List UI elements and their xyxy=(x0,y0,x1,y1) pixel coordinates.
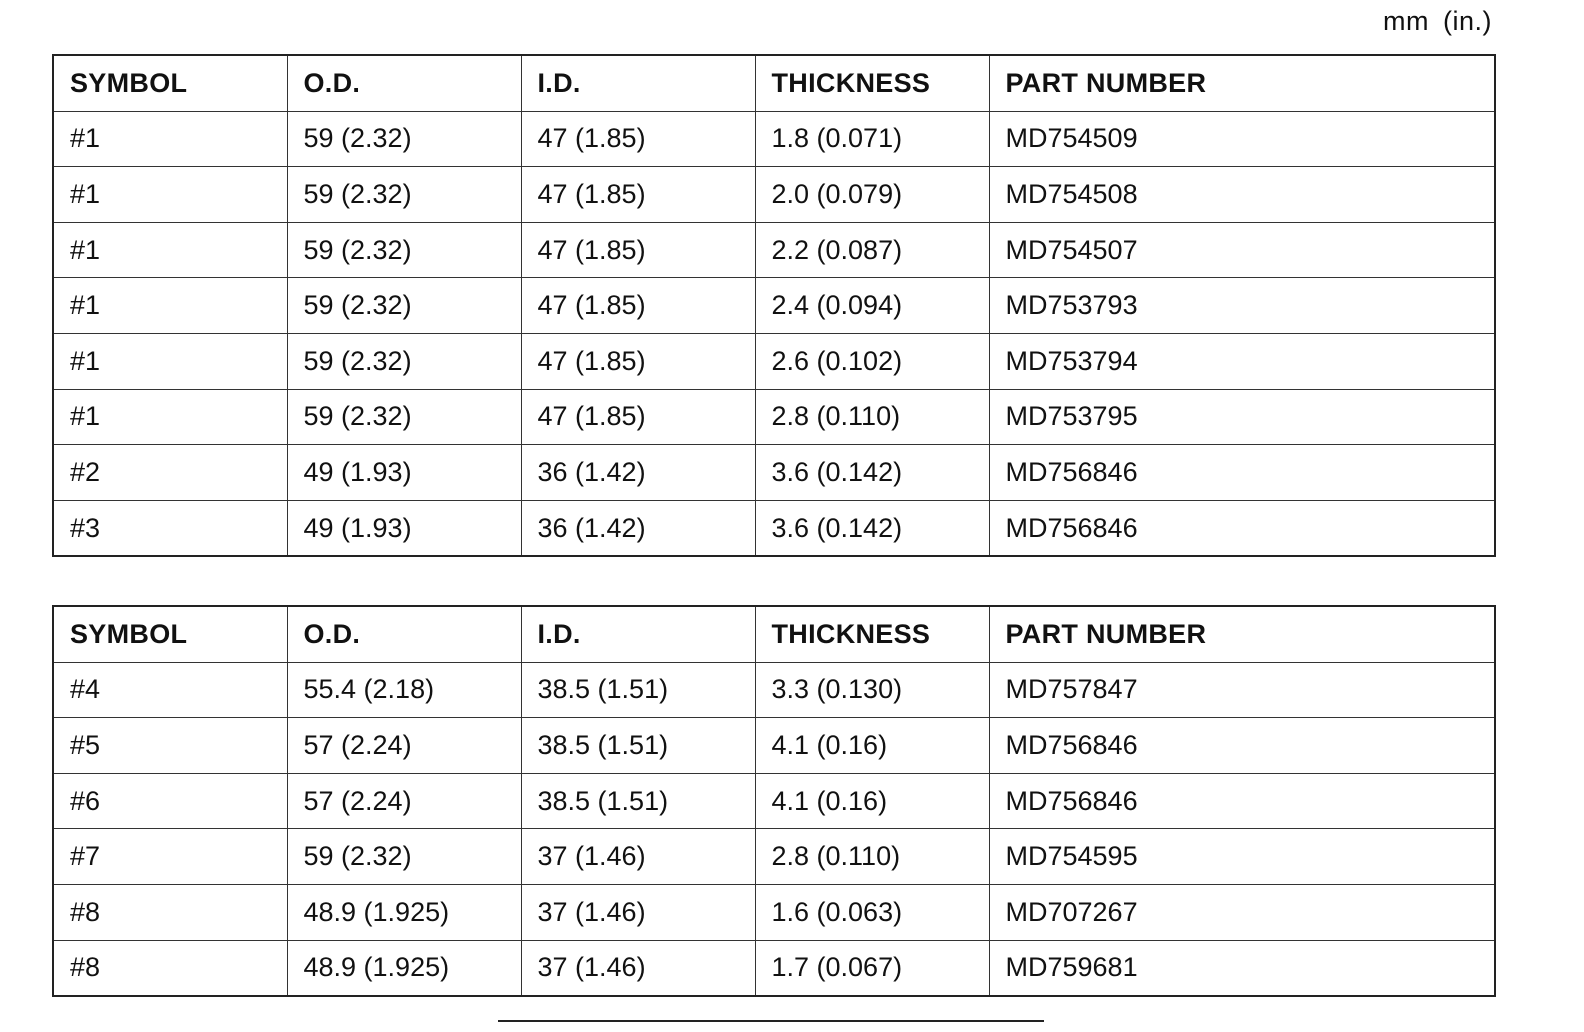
cell-id: 37 (1.46) xyxy=(521,829,755,885)
cell-symbol: #7 xyxy=(53,829,287,885)
cell-symbol: #1 xyxy=(53,111,287,167)
cell-thickness: 1.7 (0.067) xyxy=(755,940,989,996)
cell-thickness: 2.8 (0.110) xyxy=(755,829,989,885)
cell-thickness: 2.2 (0.087) xyxy=(755,222,989,278)
header-od: O.D. xyxy=(287,55,521,111)
cell-part-number: MD754508 xyxy=(989,167,1495,223)
cell-symbol: #5 xyxy=(53,718,287,774)
table-row xyxy=(53,662,1495,718)
cell-part-number: MD756846 xyxy=(989,773,1495,829)
cell-part-number: MD756846 xyxy=(989,718,1495,774)
cell-thickness: 4.1 (0.16) xyxy=(755,718,989,774)
header-symbol: SYMBOL xyxy=(53,55,287,111)
table-row xyxy=(53,445,1495,501)
cell-id: 47 (1.85) xyxy=(521,389,755,445)
cell-od: 57 (2.24) xyxy=(287,773,521,829)
cell-id: 47 (1.85) xyxy=(521,278,755,334)
header-part-number: PART NUMBER xyxy=(989,606,1495,662)
cell-part-number: MD756846 xyxy=(989,445,1495,501)
header-od: O.D. xyxy=(287,606,521,662)
cell-part-number: MD753794 xyxy=(989,333,1495,389)
table-row xyxy=(53,389,1495,445)
cell-od: 59 (2.32) xyxy=(287,389,521,445)
header-symbol: SYMBOL xyxy=(53,606,287,662)
cell-symbol: #1 xyxy=(53,167,287,223)
cell-thickness: 3.6 (0.142) xyxy=(755,445,989,501)
header-thickness: THICKNESS xyxy=(755,55,989,111)
cell-symbol: #3 xyxy=(53,500,287,556)
header-id: I.D. xyxy=(521,606,755,662)
table-header-row xyxy=(53,606,1495,662)
table-row xyxy=(53,940,1495,996)
cell-od: 55.4 (2.18) xyxy=(287,662,521,718)
cell-symbol: #1 xyxy=(53,222,287,278)
cell-symbol: #2 xyxy=(53,445,287,501)
cell-od: 59 (2.32) xyxy=(287,333,521,389)
cell-id: 47 (1.85) xyxy=(521,222,755,278)
cell-od: 57 (2.24) xyxy=(287,718,521,774)
cell-thickness: 3.3 (0.130) xyxy=(755,662,989,718)
cell-thickness: 2.6 (0.102) xyxy=(755,333,989,389)
header-thickness: THICKNESS xyxy=(755,606,989,662)
unit-label: mm (in.) xyxy=(1383,6,1492,36)
cell-thickness: 4.1 (0.16) xyxy=(755,773,989,829)
cell-id: 38.5 (1.51) xyxy=(521,773,755,829)
cell-part-number: MD753795 xyxy=(989,389,1495,445)
cell-od: 49 (1.93) xyxy=(287,500,521,556)
table-row xyxy=(53,333,1495,389)
table-row xyxy=(53,829,1495,885)
cell-thickness: 2.8 (0.110) xyxy=(755,389,989,445)
cell-od: 59 (2.32) xyxy=(287,278,521,334)
header-id: I.D. xyxy=(521,55,755,111)
cell-symbol: #1 xyxy=(53,278,287,334)
spec-table-1 xyxy=(52,54,1496,557)
cell-od: 49 (1.93) xyxy=(287,445,521,501)
cell-od: 48.9 (1.925) xyxy=(287,940,521,996)
header-part-number: PART NUMBER xyxy=(989,55,1495,111)
cell-part-number: MD756846 xyxy=(989,500,1495,556)
cell-symbol: #8 xyxy=(53,940,287,996)
cell-id: 36 (1.42) xyxy=(521,445,755,501)
cell-id: 47 (1.85) xyxy=(521,111,755,167)
cell-thickness: 2.4 (0.094) xyxy=(755,278,989,334)
cell-id: 37 (1.46) xyxy=(521,884,755,940)
cell-part-number: MD757847 xyxy=(989,662,1495,718)
table-row xyxy=(53,884,1495,940)
bottom-divider xyxy=(498,1020,1044,1022)
cell-symbol: #1 xyxy=(53,389,287,445)
cell-od: 59 (2.32) xyxy=(287,222,521,278)
spec-table-2 xyxy=(52,605,1496,997)
table-row xyxy=(53,167,1495,223)
cell-symbol: #1 xyxy=(53,333,287,389)
cell-od: 48.9 (1.925) xyxy=(287,884,521,940)
table-row xyxy=(53,500,1495,556)
cell-id: 38.5 (1.51) xyxy=(521,718,755,774)
cell-part-number: MD759681 xyxy=(989,940,1495,996)
table-row xyxy=(53,111,1495,167)
cell-id: 47 (1.85) xyxy=(521,333,755,389)
cell-od: 59 (2.32) xyxy=(287,111,521,167)
cell-symbol: #8 xyxy=(53,884,287,940)
table-row xyxy=(53,222,1495,278)
cell-od: 59 (2.32) xyxy=(287,167,521,223)
cell-part-number: MD754509 xyxy=(989,111,1495,167)
cell-part-number: MD754595 xyxy=(989,829,1495,885)
cell-id: 37 (1.46) xyxy=(521,940,755,996)
cell-symbol: #6 xyxy=(53,773,287,829)
table-row xyxy=(53,718,1495,774)
cell-thickness: 2.0 (0.079) xyxy=(755,167,989,223)
table-row xyxy=(53,278,1495,334)
cell-part-number: MD754507 xyxy=(989,222,1495,278)
cell-symbol: #4 xyxy=(53,662,287,718)
cell-thickness: 3.6 (0.142) xyxy=(755,500,989,556)
table-header-row xyxy=(53,55,1495,111)
cell-part-number: MD707267 xyxy=(989,884,1495,940)
cell-thickness: 1.8 (0.071) xyxy=(755,111,989,167)
cell-id: 47 (1.85) xyxy=(521,167,755,223)
cell-id: 38.5 (1.51) xyxy=(521,662,755,718)
table-row xyxy=(53,773,1495,829)
cell-id: 36 (1.42) xyxy=(521,500,755,556)
cell-part-number: MD753793 xyxy=(989,278,1495,334)
cell-thickness: 1.6 (0.063) xyxy=(755,884,989,940)
cell-od: 59 (2.32) xyxy=(287,829,521,885)
